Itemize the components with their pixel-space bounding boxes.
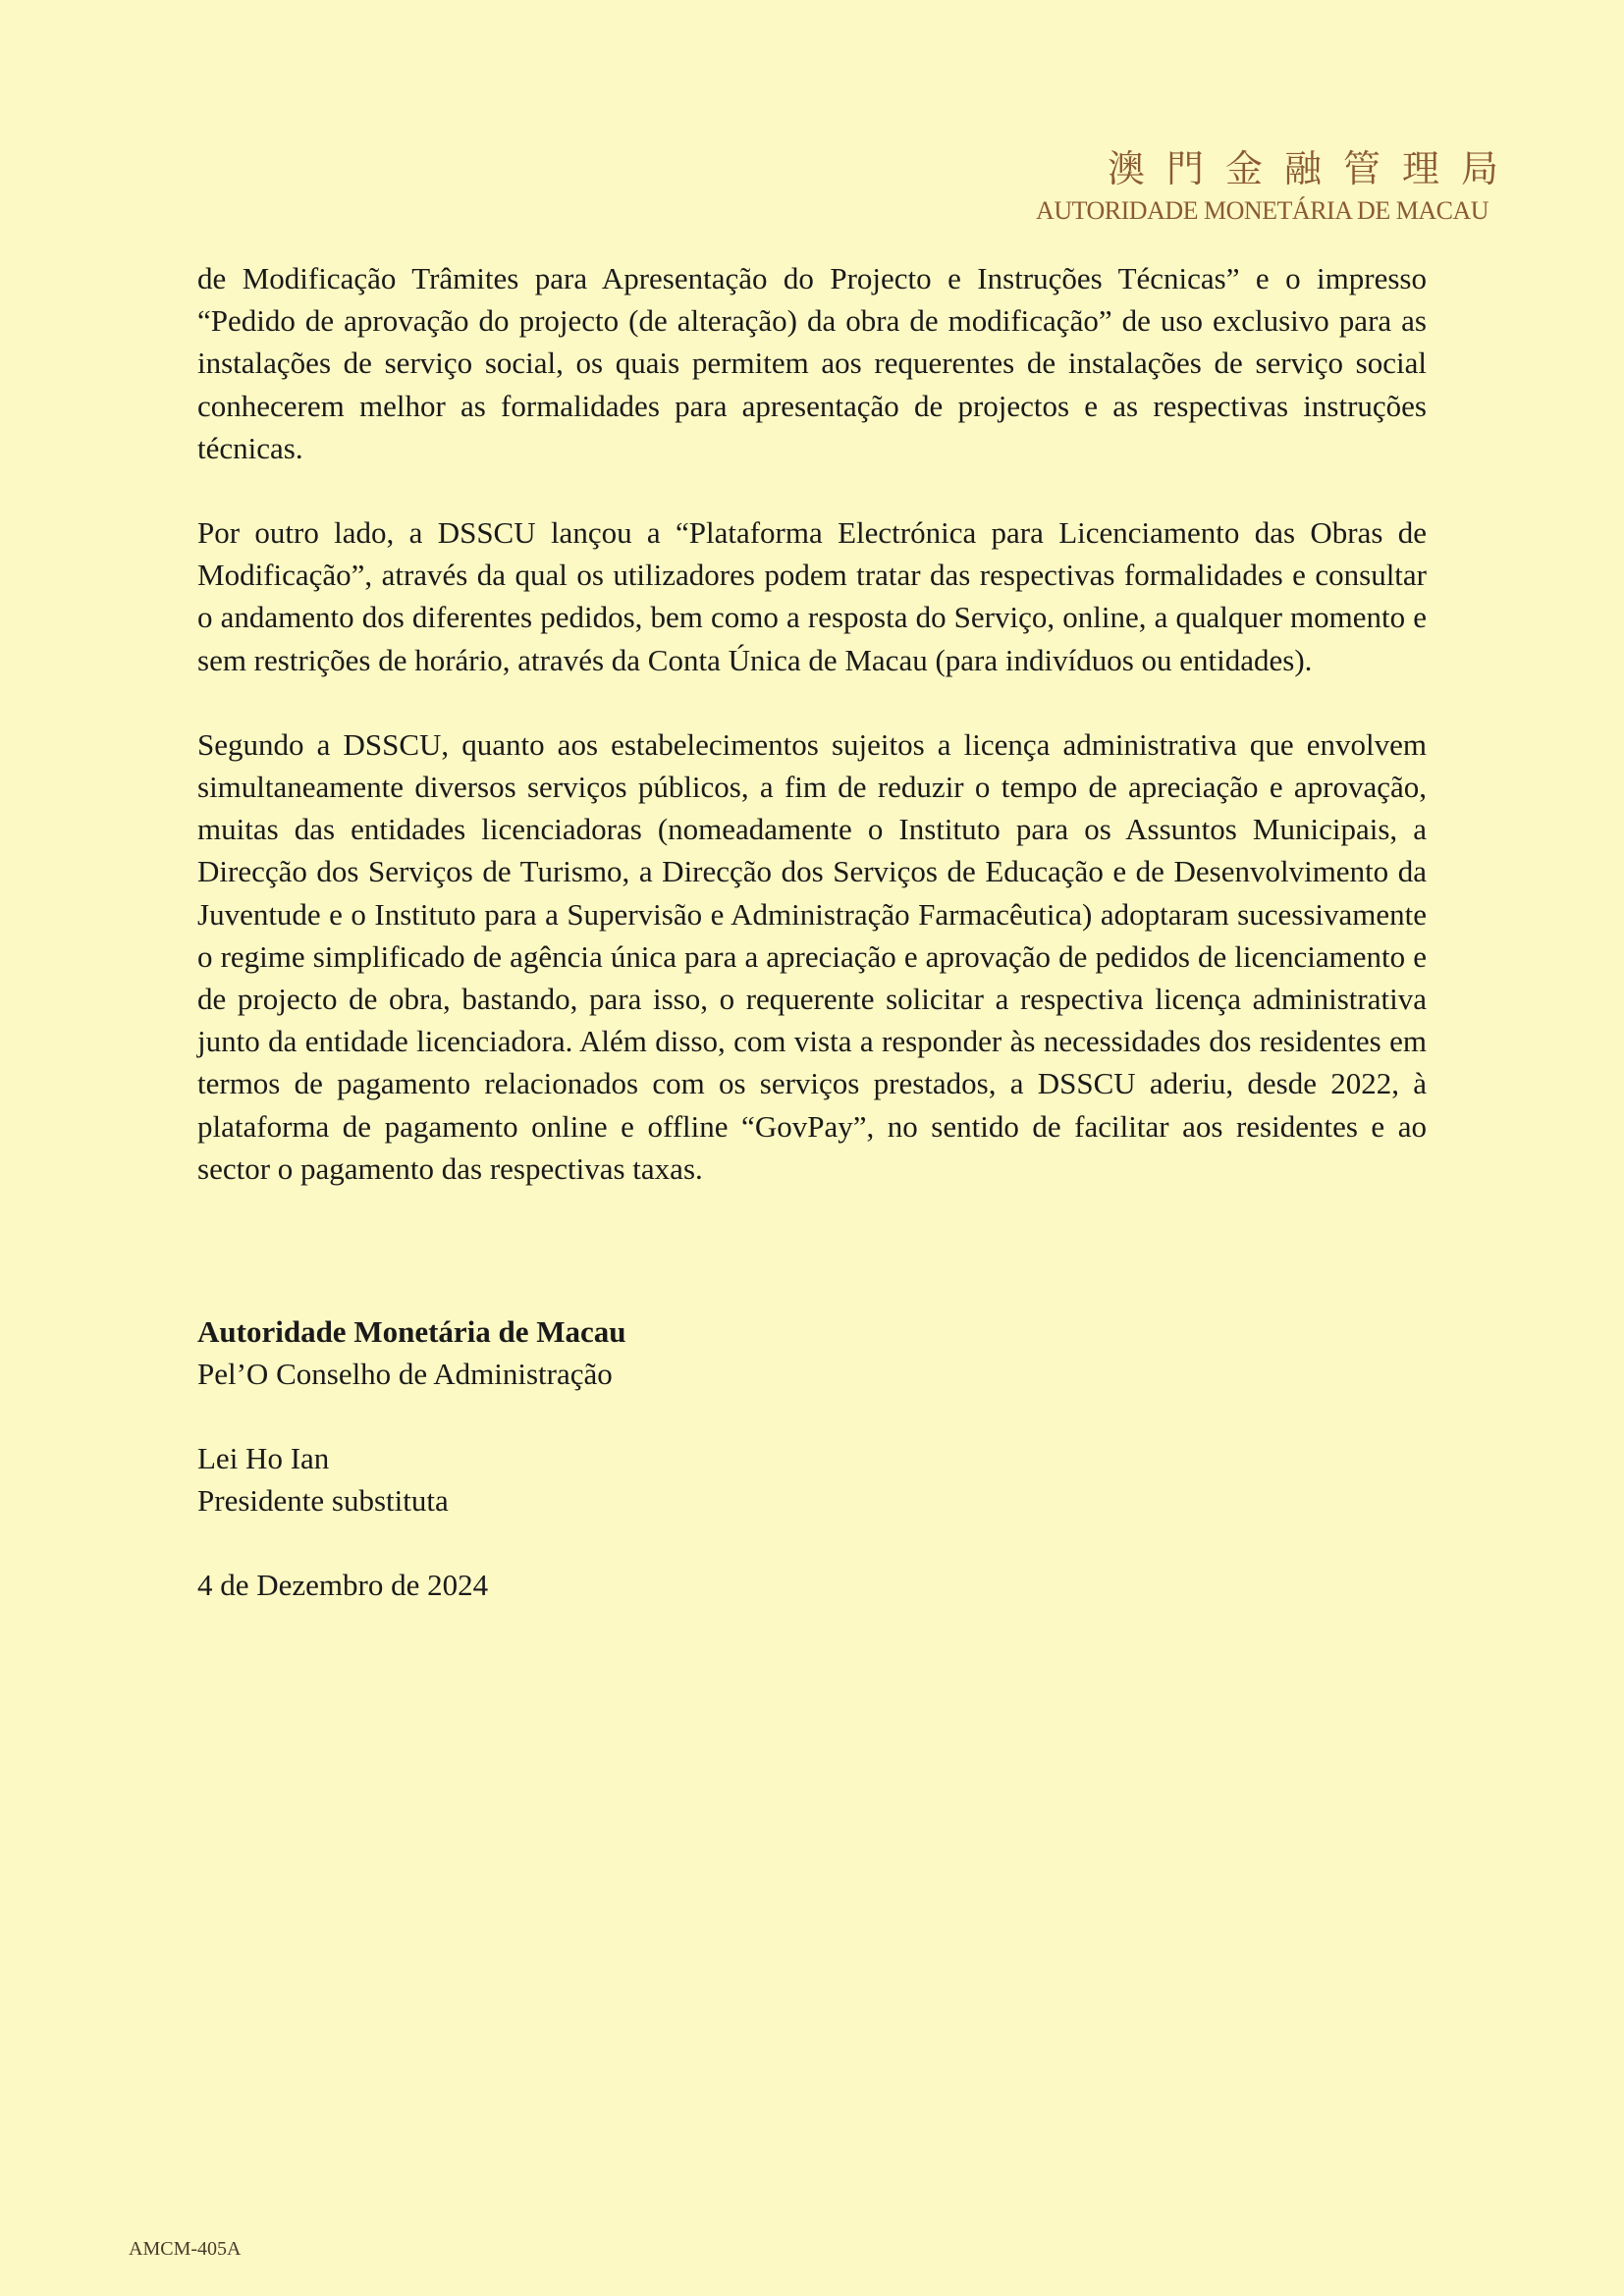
signatory-name: Lei Ho Ian — [197, 1441, 330, 1475]
body-paragraph-2: Por outro lado, a DSSCU lançou a “Plataforma Electrónica para Licenciamento das Obras de Modificação”, através da qual os utilizadores podem tratar das respectivas formalidades e consultar o andamento dos diferentes pedidos, bem como a resposta do Serviço, online, a qualquer momento e sem restrições de horário, através da Conta Única de Macau (para indivíduos ou entidades). — [197, 515, 1427, 677]
signature-spacer — [197, 1522, 626, 1564]
form-code: AMCM-405A — [129, 2238, 242, 2260]
signature-spacer — [197, 1395, 626, 1437]
signature-organization: Autoridade Monetária de Macau — [197, 1314, 626, 1349]
body-paragraph-1: de Modificação Trâmites para Apresentação do Projecto e Instruções Técnicas” e o impresso “Pedido de aprovação do projecto (de alteração) da obra de modificação” de uso exclusivo para as instalações de serviço social, os quais permitem aos requerentes de instalações de serviço social conhecerem melhor as formalidades para apresentação de projectos e as respectivas instruções técnicas. — [197, 261, 1427, 465]
letterhead-portuguese-name: AUTORIDADE MONETÁRIA DE MACAU — [1036, 196, 1489, 225]
signature-on-behalf: Pel’O Conselho de Administração — [197, 1357, 613, 1391]
letter-body — [197, 257, 1427, 1232]
body-paragraph-3: Segundo a DSSCU, quanto aos estabelecimentos sujeitos a licença administrativa que envolvem simultaneamente diversos serviços públicos, a fim de reduzir o tempo de apreciação e aprovação, muitas das entidades licenciadoras (nomeadamente o Instituto para os Assuntos Municipais, a Direcção dos Serviços de Turismo, a Direcção dos Serviços de Educação e de Desenvolvimento da Juventude e o Instituto para a Supervisão e Administração Farmacêutica) adoptaram sucessivamente o regime simplificado de agência única para a apreciação e aprovação de pedidos de licenciamento e de projecto de obra, bastando, para isso, o requerente solicitar a respectiva licença administrativa junto da entidade licenciadora. Além disso, com vista a responder às necessidades dos residentes em termos de pagamento relacionados com os serviços prestados, a DSSCU aderiu, desde 2022, à plataforma de pagamento online e offline “GovPay”, no sentido de facilitar aos residentes e ao sector o pagamento das respectivas taxas. — [197, 726, 1427, 1186]
letter-date: 4 de Dezembro de 2024 — [197, 1568, 489, 1602]
letterhead-chinese-name: 澳門金融管理局 — [1107, 147, 1520, 190]
signatory-title: Presidente substituta — [197, 1483, 449, 1518]
letterhead — [1036, 145, 1520, 228]
signature-block — [197, 1310, 626, 1606]
